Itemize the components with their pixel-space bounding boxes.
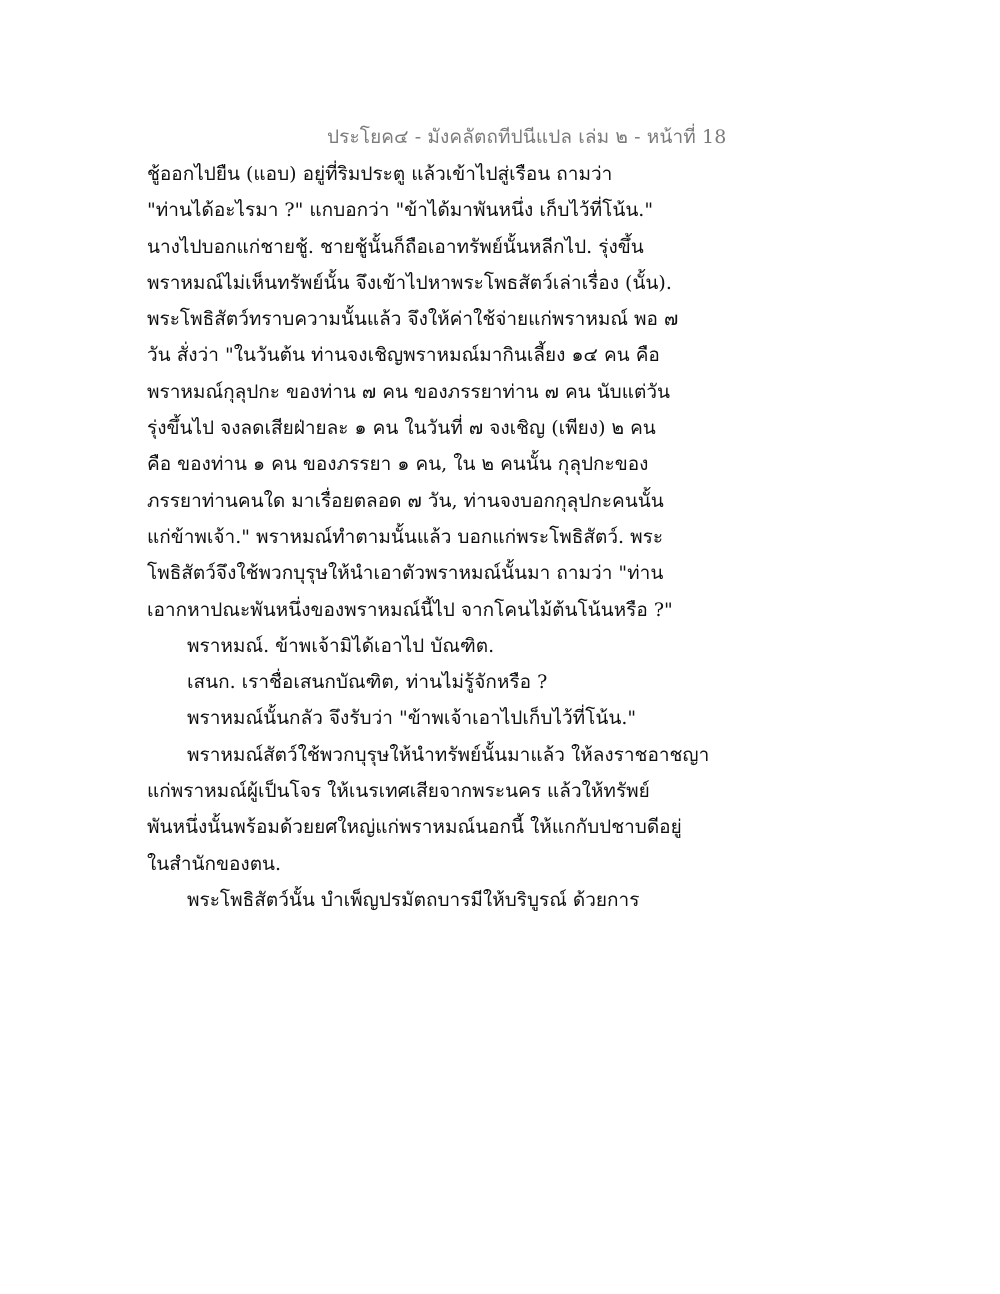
- text-line: ภรรยาท่านคนใด มาเรื่อยตลอด ๗ วัน, ท่านจงบอกกุลุปกะคนนั้น: [147, 489, 664, 512]
- text-line: โพธิสัตว์จึงใช้พวกบุรุษให้นำเอาตัวพราหมณ์นั้นมา ถามว่า "ท่าน: [147, 562, 664, 585]
- text-line: วัน สั่งว่า "ในวันต้น ท่านจงเชิญพราหมณ์มากินเลี้ยง ๑๔ คน คือ: [147, 344, 660, 367]
- paragraph-start-line: พราหมณ์สัตว์ใช้พวกบุรุษให้นำทรัพย์นั้นมาแล้ว ให้ลงราชอาชญา: [187, 743, 710, 766]
- dialogue-line: เสนก. เราชื่อเสนกบัณฑิต, ท่านไม่รู้จักหรือ ?: [187, 671, 548, 694]
- running-header: ประโยค๔ - มังคลัตถทีปนีแปล เล่ม ๒ - หน้าที่ 18: [327, 126, 727, 148]
- body-text: [147, 156, 710, 918]
- text-line: คือ ของท่าน ๑ คน ของภรรยา ๑ คน, ใน ๒ คนนั้น กุลุปกะของ: [147, 453, 649, 476]
- dialogue-line: พราหมณ์. ข้าพเจ้ามิได้เอาไป บัณฑิต.: [187, 634, 495, 657]
- text-line: นางไปบอกแก่ชายชู้. ชายชู้นั้นก็ถือเอาทรัพย์นั้นหลีกไป. รุ่งขึ้น: [147, 235, 644, 258]
- text-line: ในสำนักของตน.: [147, 852, 282, 875]
- text-line: พันหนึ่งนั้นพร้อมด้วยยศใหญ่แก่พราหมณ์นอกนี้ ให้แกกับปชาบดีอยู่: [147, 816, 682, 839]
- text-line: พระโพธิสัตว์ทราบความนั้นแล้ว จึงให้ค่าใช้จ่ายแก่พราหมณ์ พอ ๗: [147, 308, 679, 331]
- text-line: รุ่งขึ้นไป จงลดเสียฝ่ายละ ๑ คน ในวันที่ ๗ จงเชิญ (เพียง) ๒ คน: [147, 417, 656, 440]
- dialogue-line: พราหมณ์นั้นกลัว จึงรับว่า "ข้าพเจ้าเอาไปเก็บไว้ที่โน้น.": [187, 707, 637, 730]
- text-line: พราหมณ์ไม่เห็นทรัพย์นั้น จึงเข้าไปหาพระโพธสัตว์เล่าเรื่อง (นั้น).: [147, 271, 672, 294]
- paragraph-start-line: พระโพธิสัตว์นั้น บำเพ็ญปรมัตถบารมีให้บริบูรณ์ ด้วยการ: [187, 888, 640, 911]
- text-line: เอากหาปณะพันหนึ่งของพราหมณ์นี้ไป จากโคนไม้ต้นโน้นหรือ ?": [147, 598, 673, 621]
- text-line: พราหมณ์กุลุปกะ ของท่าน ๗ คน ของภรรยาท่าน ๗ คน นับแต่วัน: [147, 380, 670, 403]
- text-line: "ท่านได้อะไรมา ?" แกบอกว่า "ข้าได้มาพันหนึ่ง เก็บไว้ที่โน้น.": [147, 199, 654, 222]
- text-line: แก่พราหมณ์ผู้เป็นโจร ให้เนรเทศเสียจากพระนคร แล้วให้ทรัพย์: [147, 780, 650, 803]
- text-line: ชู้ออกไปยืน (แอบ) อยู่ที่ริมประตู แล้วเข้าไปสู่เรือน ถามว่า: [147, 163, 613, 185]
- text-line: แก่ข้าพเจ้า." พราหมณ์ทำตามนั้นแล้ว บอกแก่พระโพธิสัตว์. พระ: [147, 525, 664, 548]
